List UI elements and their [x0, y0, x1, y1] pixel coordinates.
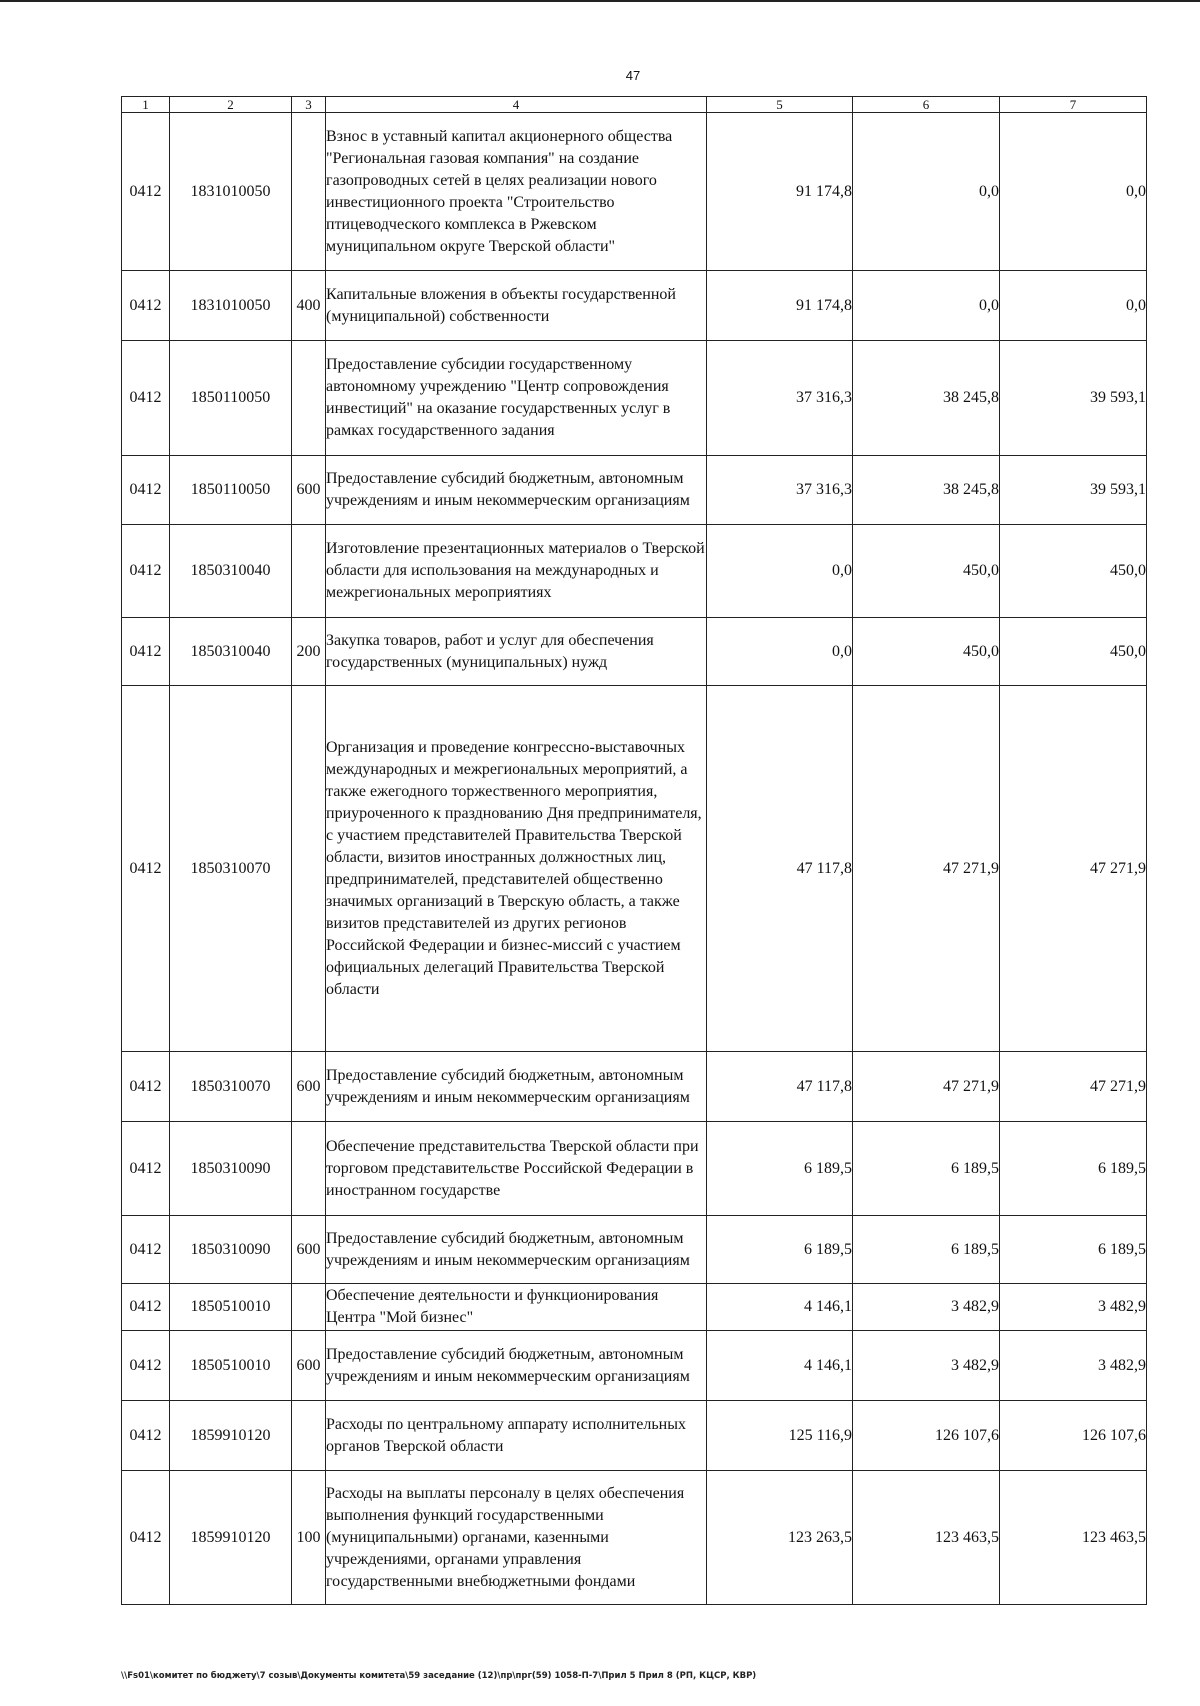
expense-name: Расходы по центральному аппарату исполнительных органов Тверской области	[326, 1401, 707, 1471]
column-header: 5	[707, 97, 853, 113]
target-article-code: 1850110050	[170, 456, 292, 525]
page-number: 47	[625, 68, 641, 83]
section-code: 0412	[122, 1401, 170, 1471]
amount-col7: 47 271,9	[1000, 686, 1147, 1052]
expense-type-code: 100	[292, 1471, 326, 1605]
amount-col6: 0,0	[853, 271, 1000, 341]
amount-col6: 3 482,9	[853, 1331, 1000, 1401]
expense-name: Предоставление субсидии государственному автономному учреждению "Центр сопровождения инвестиций" на оказание государственных услуг в рамках государственного задания	[326, 341, 707, 456]
page-top-edge	[0, 0, 1200, 2]
target-article-code: 1859910120	[170, 1471, 292, 1605]
table-row	[122, 456, 1147, 525]
amount-col6: 47 271,9	[853, 1052, 1000, 1122]
section-code: 0412	[122, 618, 170, 686]
expense-name: Капитальные вложения в объекты государственной (муниципальной) собственности	[326, 271, 707, 341]
expense-type-code: 200	[292, 618, 326, 686]
amount-col5: 47 117,8	[707, 1052, 853, 1122]
amount-col7: 3 482,9	[1000, 1284, 1147, 1331]
section-code: 0412	[122, 113, 170, 271]
amount-col5: 91 174,8	[707, 271, 853, 341]
table-row	[122, 618, 1147, 686]
table-row	[122, 1401, 1147, 1471]
expense-name: Закупка товаров, работ и услуг для обеспечения государственных (муниципальных) нужд	[326, 618, 707, 686]
expense-name: Предоставление субсидий бюджетным, автономным учреждениям и иным некоммерческим организациям	[326, 1052, 707, 1122]
target-article-code: 1850110050	[170, 341, 292, 456]
column-number-row	[122, 97, 1147, 113]
amount-col5: 4 146,1	[707, 1284, 853, 1331]
table-row	[122, 525, 1147, 618]
section-code: 0412	[122, 1122, 170, 1216]
table-row	[122, 113, 1147, 271]
expense-name: Расходы на выплаты персоналу в целях обеспечения выполнения функций государственными (муниципальными) органами, казенными учреждениями, органами управления государственными внебюджетными фондами	[326, 1471, 707, 1605]
amount-col6: 450,0	[853, 525, 1000, 618]
amount-col5: 47 117,8	[707, 686, 853, 1052]
expense-type-code	[292, 525, 326, 618]
column-header: 7	[1000, 97, 1147, 113]
table-row	[122, 1122, 1147, 1216]
expense-name: Предоставление субсидий бюджетным, автономным учреждениям и иным некоммерческим организациям	[326, 1216, 707, 1284]
expense-name: Взнос в уставный капитал акционерного общества "Региональная газовая компания" на создание газопроводных сетей в целях реализации нового инвестиционного проекта "Строительство птицеводческого комплекса в Ржевском муниципальном округе Тверской области"	[326, 113, 707, 271]
amount-col5: 6 189,5	[707, 1216, 853, 1284]
target-article-code: 1850310040	[170, 525, 292, 618]
expense-type-code	[292, 1122, 326, 1216]
amount-col6: 3 482,9	[853, 1284, 1000, 1331]
section-code: 0412	[122, 271, 170, 341]
section-code: 0412	[122, 341, 170, 456]
table-row	[122, 686, 1147, 1052]
amount-col6: 0,0	[853, 113, 1000, 271]
amount-col7: 450,0	[1000, 525, 1147, 618]
column-header: 2	[170, 97, 292, 113]
amount-col6: 38 245,8	[853, 341, 1000, 456]
expense-type-code	[292, 113, 326, 271]
expense-name: Обеспечение деятельности и функционирования Центра "Мой бизнес"	[326, 1284, 707, 1331]
amount-col6: 6 189,5	[853, 1122, 1000, 1216]
column-header: 3	[292, 97, 326, 113]
expense-name: Организация и проведение конгрессно-выставочных международных и межрегиональных мероприятий, а также ежегодного торжественного мероприятия, приуроченного к празднованию Дня предпринимателя, с участием представителей Правительства Тверской области, визитов иностранных должностных лиц, предпринимателей, представителей общественно значимых организаций в Тверскую область, а также визитов представителей из других регионов Российской Федерации и бизнес-миссий с участием официальных делегаций Правительства Тверской области	[326, 686, 707, 1052]
table-row	[122, 341, 1147, 456]
expense-name: Предоставление субсидий бюджетным, автономным учреждениям и иным некоммерческим организациям	[326, 1331, 707, 1401]
section-code: 0412	[122, 456, 170, 525]
amount-col7: 6 189,5	[1000, 1122, 1147, 1216]
table-row	[122, 1216, 1147, 1284]
expense-type-code: 600	[292, 1052, 326, 1122]
expense-name: Обеспечение представительства Тверской области при торговом представительстве Российской Федерации в иностранном государстве	[326, 1122, 707, 1216]
section-code: 0412	[122, 1471, 170, 1605]
target-article-code: 1850310090	[170, 1216, 292, 1284]
section-code: 0412	[122, 1052, 170, 1122]
table-row	[122, 1052, 1147, 1122]
expense-type-code: 600	[292, 456, 326, 525]
expense-type-code	[292, 1401, 326, 1471]
table-row	[122, 271, 1147, 341]
column-header: 1	[122, 97, 170, 113]
target-article-code: 1850310040	[170, 618, 292, 686]
amount-col7: 47 271,9	[1000, 1052, 1147, 1122]
expense-name: Изготовление презентационных материалов о Тверской области для использования на международных и межрегиональных мероприятиях	[326, 525, 707, 618]
amount-col7: 0,0	[1000, 271, 1147, 341]
amount-col6: 38 245,8	[853, 456, 1000, 525]
expense-type-code: 400	[292, 271, 326, 341]
target-article-code: 1850310090	[170, 1122, 292, 1216]
expense-type-code	[292, 686, 326, 1052]
column-header: 6	[853, 97, 1000, 113]
expense-type-code	[292, 1284, 326, 1331]
section-code: 0412	[122, 525, 170, 618]
target-article-code: 1850510010	[170, 1284, 292, 1331]
amount-col5: 37 316,3	[707, 456, 853, 525]
amount-col7: 450,0	[1000, 618, 1147, 686]
amount-col7: 39 593,1	[1000, 456, 1147, 525]
amount-col7: 39 593,1	[1000, 341, 1147, 456]
footer-file-path: \\Fs01\комитет по бюджету\7 созыв\Документы комитета\59 заседание (12)\пр\прг(59) 1058-П-7\Прил 5 Прил 8 (РП, КЦСР, КВР)	[121, 1671, 757, 1681]
amount-col6: 126 107,6	[853, 1401, 1000, 1471]
target-article-code: 1850310070	[170, 686, 292, 1052]
amount-col5: 4 146,1	[707, 1331, 853, 1401]
amount-col5: 0,0	[707, 525, 853, 618]
amount-col6: 123 463,5	[853, 1471, 1000, 1605]
budget-table	[121, 96, 1147, 1605]
column-header: 4	[326, 97, 707, 113]
table-row	[122, 1471, 1147, 1605]
amount-col7: 126 107,6	[1000, 1401, 1147, 1471]
amount-col7: 123 463,5	[1000, 1471, 1147, 1605]
amount-col5: 37 316,3	[707, 341, 853, 456]
amount-col7: 6 189,5	[1000, 1216, 1147, 1284]
section-code: 0412	[122, 1284, 170, 1331]
section-code: 0412	[122, 686, 170, 1052]
expense-type-code	[292, 341, 326, 456]
amount-col5: 123 263,5	[707, 1471, 853, 1605]
amount-col6: 6 189,5	[853, 1216, 1000, 1284]
amount-col7: 3 482,9	[1000, 1331, 1147, 1401]
amount-col5: 0,0	[707, 618, 853, 686]
table-row	[122, 1284, 1147, 1331]
amount-col7: 0,0	[1000, 113, 1147, 271]
table-row	[122, 1331, 1147, 1401]
amount-col6: 450,0	[853, 618, 1000, 686]
target-article-code: 1859910120	[170, 1401, 292, 1471]
expense-type-code: 600	[292, 1331, 326, 1401]
target-article-code: 1831010050	[170, 271, 292, 341]
amount-col5: 91 174,8	[707, 113, 853, 271]
target-article-code: 1850510010	[170, 1331, 292, 1401]
section-code: 0412	[122, 1216, 170, 1284]
amount-col6: 47 271,9	[853, 686, 1000, 1052]
section-code: 0412	[122, 1331, 170, 1401]
amount-col5: 6 189,5	[707, 1122, 853, 1216]
amount-col5: 125 116,9	[707, 1401, 853, 1471]
target-article-code: 1831010050	[170, 113, 292, 271]
expense-type-code: 600	[292, 1216, 326, 1284]
expense-name: Предоставление субсидий бюджетным, автономным учреждениям и иным некоммерческим организациям	[326, 456, 707, 525]
target-article-code: 1850310070	[170, 1052, 292, 1122]
